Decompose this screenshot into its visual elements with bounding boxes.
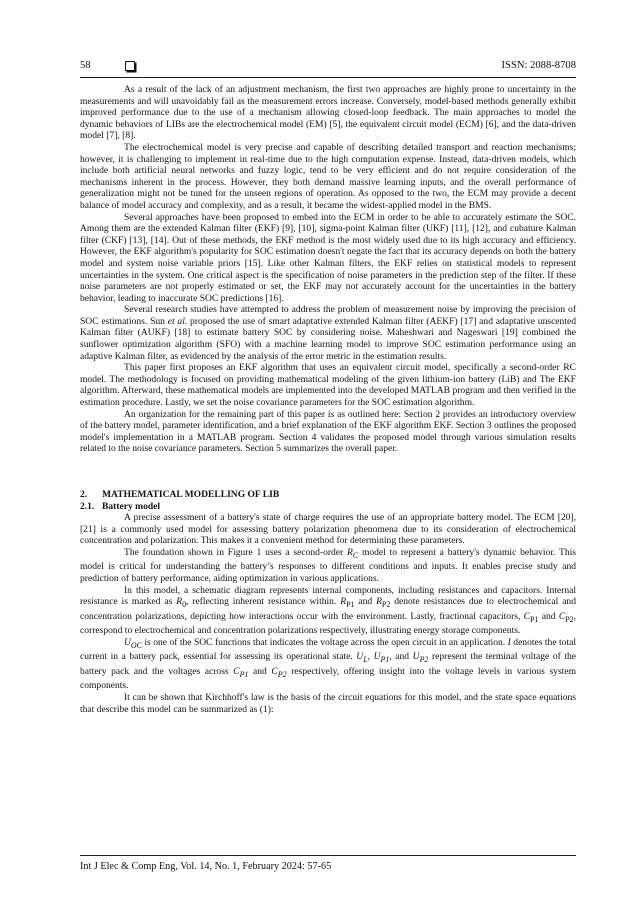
paragraph: A precise assessment of a battery's state of charge requires the use of an appropriate battery model. The ECM [20], [21] is a commonly used model for assessing battery polarization phenomena due to its consideration of electrochemical concentration and polarization. This makes it a convenient method for determining these parameters. xyxy=(80,512,576,547)
subsection-heading: 2.1. Battery model xyxy=(80,500,161,512)
paragraph: An organization for the remaining part of this paper is as outlined here: Section 2 provides an introductory overview of the battery model, parameter identification, and a brief explanation of the EKF algorithm EKF. Section 3 outlines the proposed model's implementation in a MATLAB program. Section 4 validates the proposed model through various simulation results related to the noise covariance parameters. Section 5 summarizes the overall paper. xyxy=(80,408,576,455)
paragraph: Several approaches have been proposed to embed into the ECM in order to be able to accurately estimate the SOC. Among them are the extended Kalman filter (EKF) [9], [10], sigma-point Kalman filter (UKF) [11], [12], and cubature Kalman filter (CKF) [13], [14]. Out of these methods, the EKF method is the most widely used due to its high accuracy and efficiency. However, the EKF algorithm's popularity for SOC estimation doesn't negate the fact that its accuracy depends on both the battery model and system noise variable priors [15]. Like other Kalman filters, the EKF relies on statistical models to represent uncertainties in the system. One critical aspect is the specification of noise parameters in the prediction step of the filter. If these noise parameters are not properly estimated or set, the EKF may not accurately account for the uncertainties in the battery behavior, leading to inaccurate SOC predictions [16]. xyxy=(80,211,576,304)
paragraph: The electrochemical model is very precise and capable of describing detailed transport and reaction mechanisms; however, it is challenging to implement in real-time due to the high computation expense. Instead, data-driven models, which include both artificial neural networks and fuzzy logic, tend to be very efficient and do not require consideration of the mechanisms inherent in the process. However, they both demand massive learning inputs, and the overall performance of generalization might not be tuned for the unseen regions of operation. As opposed to the two, the ECM may provide a decent balance of model accuracy and complexity, and as a result, it became the widest-applied model in the BMS. xyxy=(80,141,576,211)
paragraph: In this model, a schematic diagram represents internal components, including resistances and capacitors. Internal resistance is marked as $R_0$, reflecting inherent resistance within. $R_{P1}$ and $R_{P2}$ denote resistances due to electrochemical and concentration polarizations, depicting how interactions occur with the environment. Lastly, fractional capacitors, $C_{P1}$ and $C_{P2}$, correspond to electrochemical and concentration polarizations respectively, illustrating energy storage components. xyxy=(80,584,577,637)
footer-rule xyxy=(80,855,576,856)
paragraph: The foundation shown in Figure 1 uses a second-order $R_C$ model to represent a battery's dynamic behavior. This model is critical for understanding the battery’s responses to different conditions and inputs. It enables precise study and prediction of battery performance, aiding optimization in various applications. xyxy=(80,546,576,585)
header-rule xyxy=(80,77,576,78)
issn-label: ISSN: 2088-8708 xyxy=(501,60,576,71)
section-heading: 2. MATHEMATICAL MODELLING OF LIB xyxy=(80,489,280,500)
paragraph: As a result of the lack of an adjustment mechanism, the first two approaches are highly prone to uncertainty in the measurements and will unavoidably fail as the measurement errors increase. Conversely, model-based methods generally exhibit improved performance due to the use of a mechanism allowing closed-loop feedback. The main approaches to model the dynamic behaviors of LIBs are the electrochemical model (EM) [5], the equivalent circuit model (ECM) [6], and the data-driven model [7], [8]. xyxy=(80,84,576,142)
paragraph: Several research studies have attempted to address the problem of measurement noise by improving the precision of SOC estimations. Sun et al. proposed the use of smart adaptative extended Kalman filter (AEKF) [17] and adaptative unscented Kalman filter (AUKF) [18] to estimate battery SOC by considering noise. Maheshwari and Nageswari [19] combined the sunflower optimization algorithm (SFO) with a machine learning model to improve SOC estimation performance using an adaptive Kalman filter, as evidenced by the analysis of the error metric in the estimation results. xyxy=(80,304,576,362)
page-header xyxy=(80,60,576,78)
page-number: 58 xyxy=(80,60,91,71)
journal-citation: Int J Elec & Comp Eng, Vol. 14, No. 1, February 2024: 57-65 xyxy=(80,861,332,872)
paragraph: $U_{OC}$ is one of the SOC functions that indicates the voltage across the open circuit in an application. I denotes the total current in a battery pack, essential for assessing its operational state. $U_L$, $U_{P1}$, and $U_{P2}$ represent the terminal voltage of the battery pack and the voltages across $C_{P1}$ and $C_{P2}$ respectively, offering insight into the voltage levels in various system components. xyxy=(80,636,577,692)
paragraph: It can be shown that Kirchhoff's law is the basis of the circuit equations for this model, and the state space equations that describe this model can be summarized as (1): xyxy=(80,691,576,715)
paragraph: This paper first proposes an EKF algorithm that uses an equivalent circuit model, specifically a second-order RC model. The methodology is focused on providing mathematical modeling of the given lithium-ion battery (LiB) and The EKF algorithm. Afterward, these mathematical models are implemented into the developed MATLAB program and then verified in the estimation procedure. Lastly, we set the noise covariance parameters for the SOC estimation algorithm. xyxy=(80,362,576,409)
square-bullet-icon xyxy=(125,61,135,71)
body-text xyxy=(80,84,576,715)
